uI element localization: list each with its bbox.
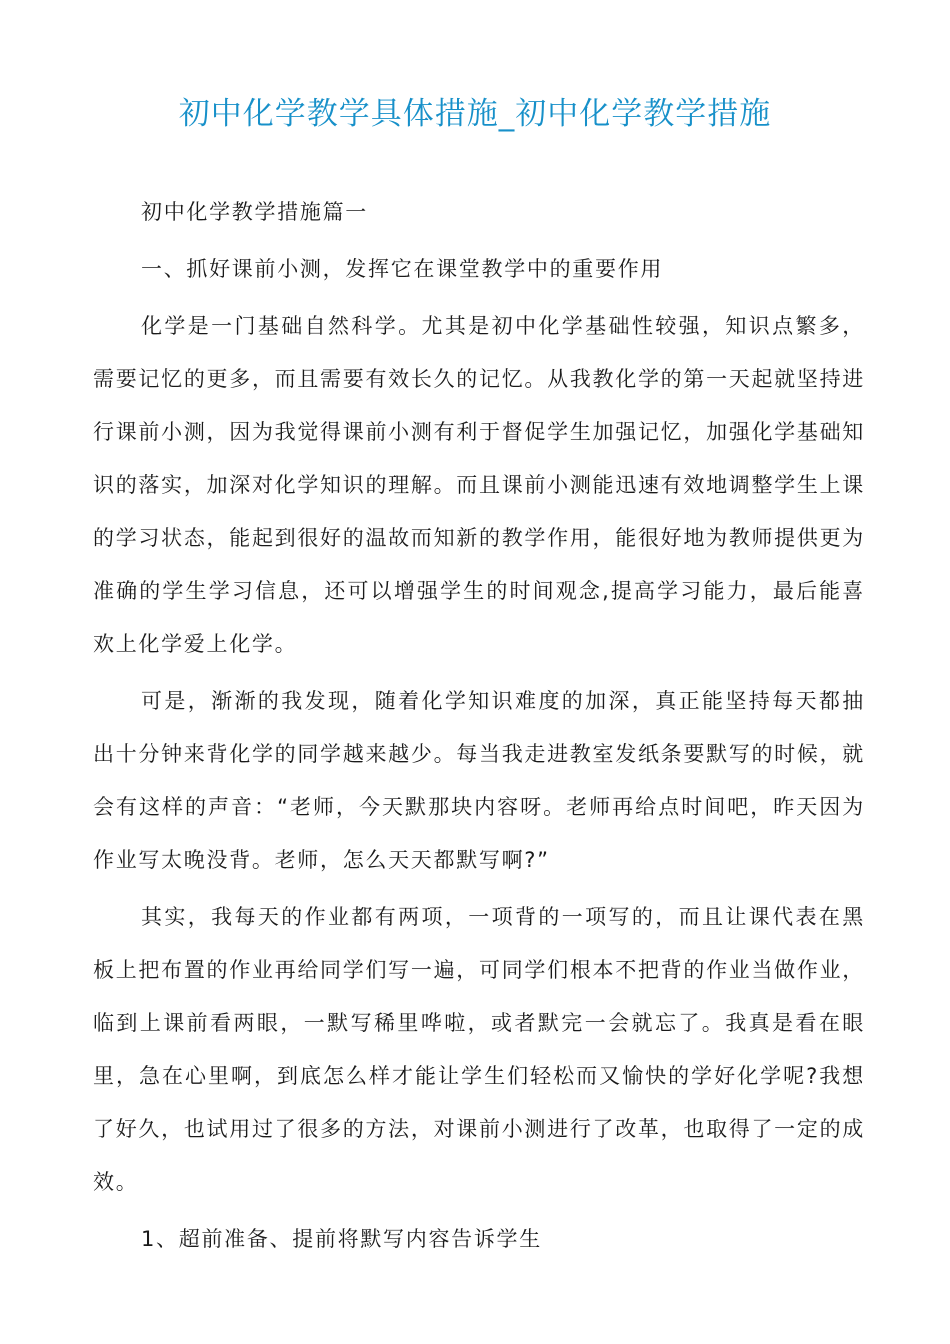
paragraph-2: 可是，渐渐的我发现，随着化学知识难度的加深，真正能坚持每天都抽出十分钟来背化学的同学越来越少。每当我走进教室发纸条要默写的时候，就会有这样的声音：“老师，今天默那块内容呀。老师再给点时间吧，昨天因为作业写太晚没背。老师，怎么天天都默写啊?”	[93, 689, 865, 872]
subheading-2: 1、超前准备、提前将默写内容告诉学生	[141, 1227, 542, 1251]
document-body	[93, 186, 865, 1266]
paragraph-3: 其实，我每天的作业都有两项，一项背的一项写的，而且让课代表在黑板上把布置的作业再给同学们写一遍，可同学们根本不把背的作业当做作业，临到上课前看两眼，一默写稀里哗啦，或者默完一会就忘了。我真是看在眼里，急在心里啊，到底怎么样才能让学生们轻松而又愉快的学好化学呢?我想了好久，也试用过了很多的方法，对课前小测进行了改革，也取得了一定的成效。	[93, 905, 865, 1194]
section-heading: 初中化学教学措施篇一	[141, 200, 368, 224]
subheading-1: 一、抓好课前小测，发挥它在课堂教学中的重要作用	[141, 257, 664, 281]
document-title: 初中化学教学具体措施_初中化学教学措施	[178, 96, 772, 132]
paragraph-1: 化学是一门基础自然科学。尤其是初中化学基础性较强，知识点繁多，需要记忆的更多，而且需要有效长久的记忆。从我教化学的第一天起就坚持进行课前小测，因为我觉得课前小测有利于督促学生加强记忆，加强化学基础知识的落实，加深对化学知识的理解。而且课前小测能迅速有效地调整学生上课的学习状态，能起到很好的温故而知新的教学作用，能很好地为教师提供更为准确的学生学习信息，还可以增强学生的时间观念,提高学习能力，最后能喜欢上化学爱上化学。	[93, 314, 865, 656]
